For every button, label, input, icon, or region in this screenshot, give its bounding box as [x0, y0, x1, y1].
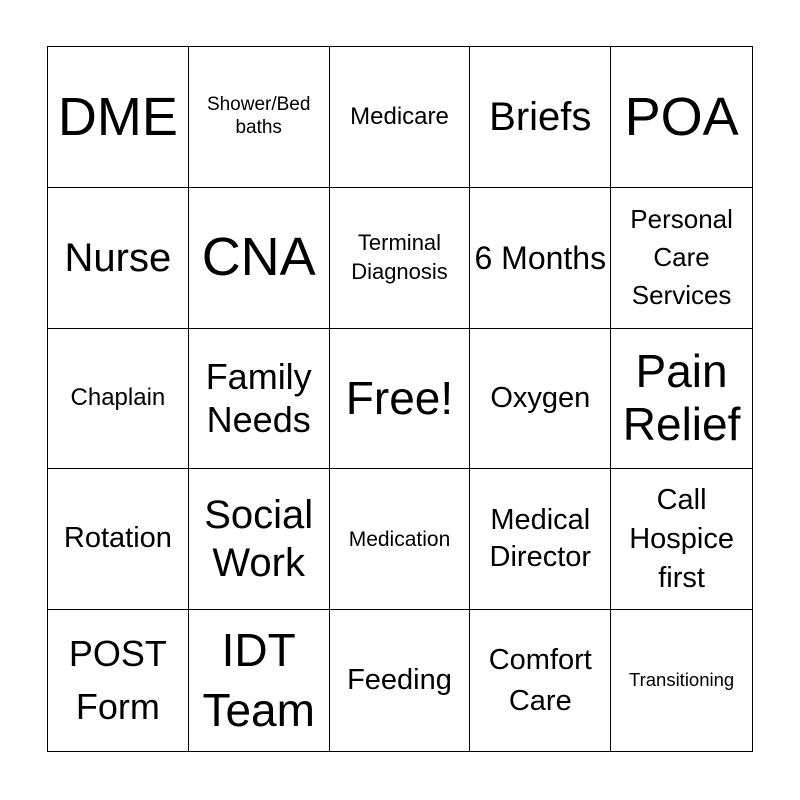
bingo-cell[interactable] — [470, 188, 611, 329]
bingo-cell-text: POA — [624, 86, 739, 147]
bingo-cell-text: POST Form — [68, 633, 167, 727]
bingo-cell-text: Family Needs — [205, 356, 312, 441]
bingo-cell[interactable] — [611, 47, 752, 188]
bingo-cell[interactable] — [48, 329, 189, 470]
bingo-cell[interactable] — [470, 329, 611, 470]
free-space-cell[interactable] — [330, 329, 471, 470]
bingo-cell[interactable] — [470, 47, 611, 188]
bingo-cell[interactable] — [48, 610, 189, 751]
bingo-cell-text: Terminal Diagnosis — [351, 230, 448, 284]
bingo-cell-text: Medication — [348, 527, 451, 551]
bingo-cell-text: Medicare — [350, 102, 449, 130]
bingo-cell[interactable] — [189, 469, 330, 610]
bingo-cell-text: Social Work — [204, 493, 314, 586]
bingo-cell-text: Oxygen — [490, 381, 591, 414]
bingo-cell[interactable] — [48, 469, 189, 610]
bingo-cell[interactable] — [470, 469, 611, 610]
bingo-cell-text: DME — [57, 86, 178, 147]
bingo-cell-text: Pain Relief — [622, 344, 741, 451]
bingo-cell[interactable] — [189, 188, 330, 329]
bingo-cell-text: IDT Team — [202, 623, 315, 736]
bingo-cell[interactable] — [189, 610, 330, 751]
free-space-text: Free! — [345, 371, 454, 424]
bingo-cell[interactable] — [48, 188, 189, 329]
bingo-cell-text: Chaplain — [70, 384, 166, 412]
bingo-cell-text: Rotation — [63, 522, 172, 555]
bingo-cell[interactable] — [470, 610, 611, 751]
bingo-cell[interactable] — [330, 188, 471, 329]
bingo-cell[interactable] — [611, 329, 752, 470]
bingo-cell-text: Call Hospice first — [629, 483, 734, 594]
bingo-cell-text: Transitioning — [628, 669, 735, 691]
bingo-cell-text: Briefs — [489, 94, 592, 139]
bingo-cell[interactable] — [189, 329, 330, 470]
bingo-cell-text: Feeding — [347, 663, 452, 696]
bingo-cell[interactable] — [330, 610, 471, 751]
bingo-cell[interactable] — [189, 47, 330, 188]
bingo-cell[interactable] — [48, 47, 189, 188]
bingo-cell[interactable] — [611, 610, 752, 751]
bingo-cell[interactable] — [330, 47, 471, 188]
bingo-cell-text: CNA — [201, 227, 316, 288]
bingo-cell-text: Comfort Care — [488, 644, 592, 717]
bingo-cell[interactable] — [611, 469, 752, 610]
bingo-cell-text: Nurse — [64, 235, 172, 280]
bingo-cell[interactable] — [611, 188, 752, 329]
bingo-cell-text: Medical Director — [489, 503, 592, 574]
bingo-cell-text: Personal Care Services — [630, 204, 733, 310]
bingo-cell-text: 6 Months — [474, 239, 607, 276]
bingo-board — [47, 46, 753, 752]
bingo-cell-text: Shower/Bed baths — [206, 94, 311, 138]
bingo-cell[interactable] — [330, 469, 471, 610]
